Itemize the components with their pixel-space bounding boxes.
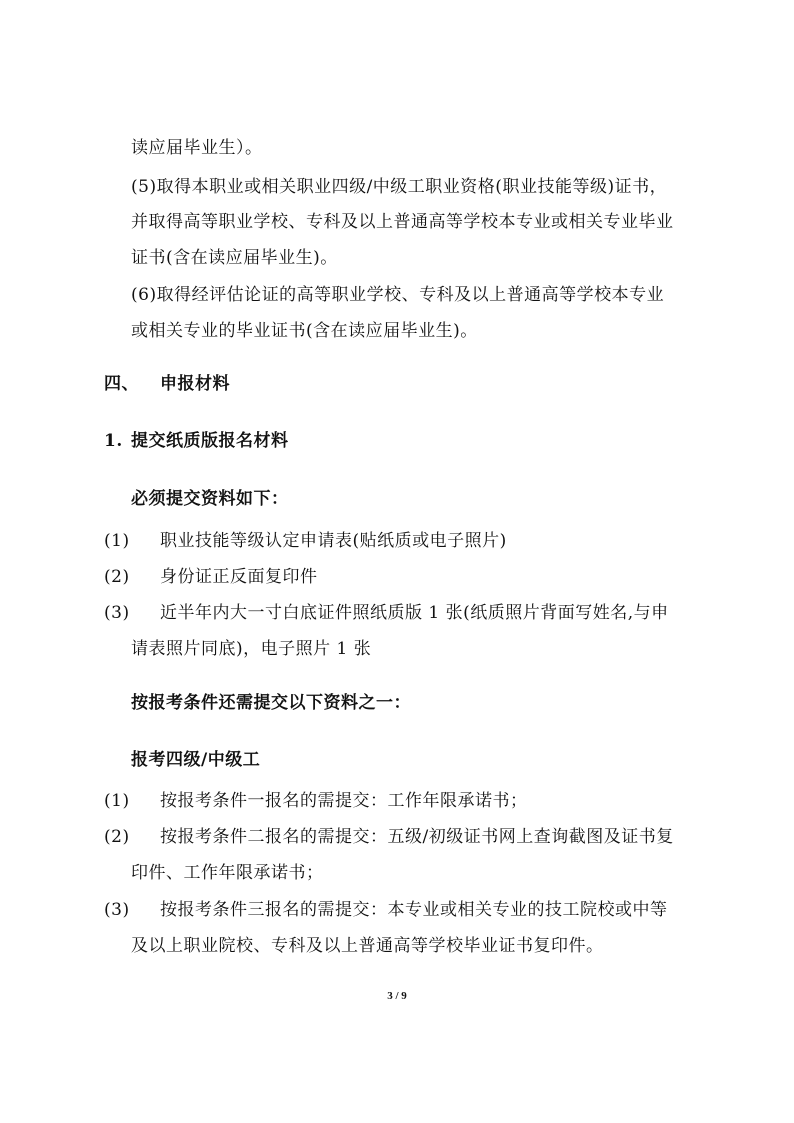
level4-heading-text: 报考四级/中级工 <box>131 750 261 770</box>
item-number: (2) <box>104 567 130 587</box>
subsection-title: 提交纸质版报名材料 <box>131 431 289 451</box>
conditional-heading <box>0 688 794 718</box>
item-text: 请表照片同底)，电子照片 1 张 <box>131 639 372 659</box>
list-item-continuation <box>0 858 794 888</box>
item-text: 印件、工作年限承诺书； <box>131 863 324 883</box>
subsection-number: 1. <box>104 431 123 451</box>
page-number: 3 / 9 <box>387 990 407 1002</box>
item-number: (3) <box>104 900 130 920</box>
list-item <box>0 895 794 925</box>
item-text: 按报考条件一报名的需提交：工作年限承诺书； <box>160 791 528 811</box>
item-number: (1) <box>104 791 130 811</box>
list-item-continuation <box>0 931 794 961</box>
text-line: 读应届毕业生）。 <box>131 138 263 158</box>
item-text: 及以上职业院校、专科及以上普通高等学校毕业证书复印件。 <box>131 936 604 956</box>
text-line: (5)取得本职业或相关职业四级/中级工职业资格(职业技能等级)证书， <box>131 177 668 197</box>
required-heading-text: 必须提交资料如下： <box>131 489 289 509</box>
conditional-heading-text: 按报考条件还需提交以下资料之一： <box>131 693 411 713</box>
section-number: 四、 <box>104 374 139 394</box>
list-item <box>0 786 794 816</box>
text-line: 证书(含在读应届毕业生)。 <box>131 248 338 268</box>
item-text: 近半年内大一寸白底证件照纸质版 1 张(纸质照片背面写姓名,与申 <box>160 603 669 623</box>
item-number: (3) <box>104 603 130 623</box>
section-heading <box>0 369 794 399</box>
paragraph-line <box>0 243 794 273</box>
list-item <box>0 526 794 556</box>
text-line: (6)取得经评估论证的高等职业学校、专科及以上普通高等学校本专业 <box>131 285 665 305</box>
item-text: 身份证正反面复印件 <box>160 567 318 587</box>
section-title: 申报材料 <box>160 374 230 394</box>
list-item <box>0 822 794 852</box>
list-item <box>0 562 794 592</box>
text-line: 或相关专业的毕业证书(含在读应届毕业生)。 <box>131 321 478 341</box>
paragraph-line <box>0 172 794 202</box>
paragraph-line <box>0 316 794 346</box>
paragraph-line <box>0 280 794 310</box>
paragraph-line <box>0 133 794 163</box>
text-line: 并取得高等职业学校、专科及以上普通高等学校本专业或相关专业毕业 <box>131 212 674 232</box>
list-item <box>0 598 794 628</box>
item-text: 职业技能等级认定申请表(贴纸质或电子照片) <box>160 531 507 551</box>
required-heading <box>0 484 794 514</box>
item-number: (1) <box>104 531 130 551</box>
item-number: (2) <box>104 827 130 847</box>
level4-heading <box>0 745 794 775</box>
subsection-heading <box>0 426 794 456</box>
list-item-continuation <box>0 634 794 664</box>
item-text: 按报考条件三报名的需提交：本专业或相关专业的技工院校或中等 <box>160 900 668 920</box>
paragraph-line <box>0 207 794 237</box>
item-text: 按报考条件二报名的需提交：五级/初级证书网上查询截图及证书复 <box>160 827 674 847</box>
